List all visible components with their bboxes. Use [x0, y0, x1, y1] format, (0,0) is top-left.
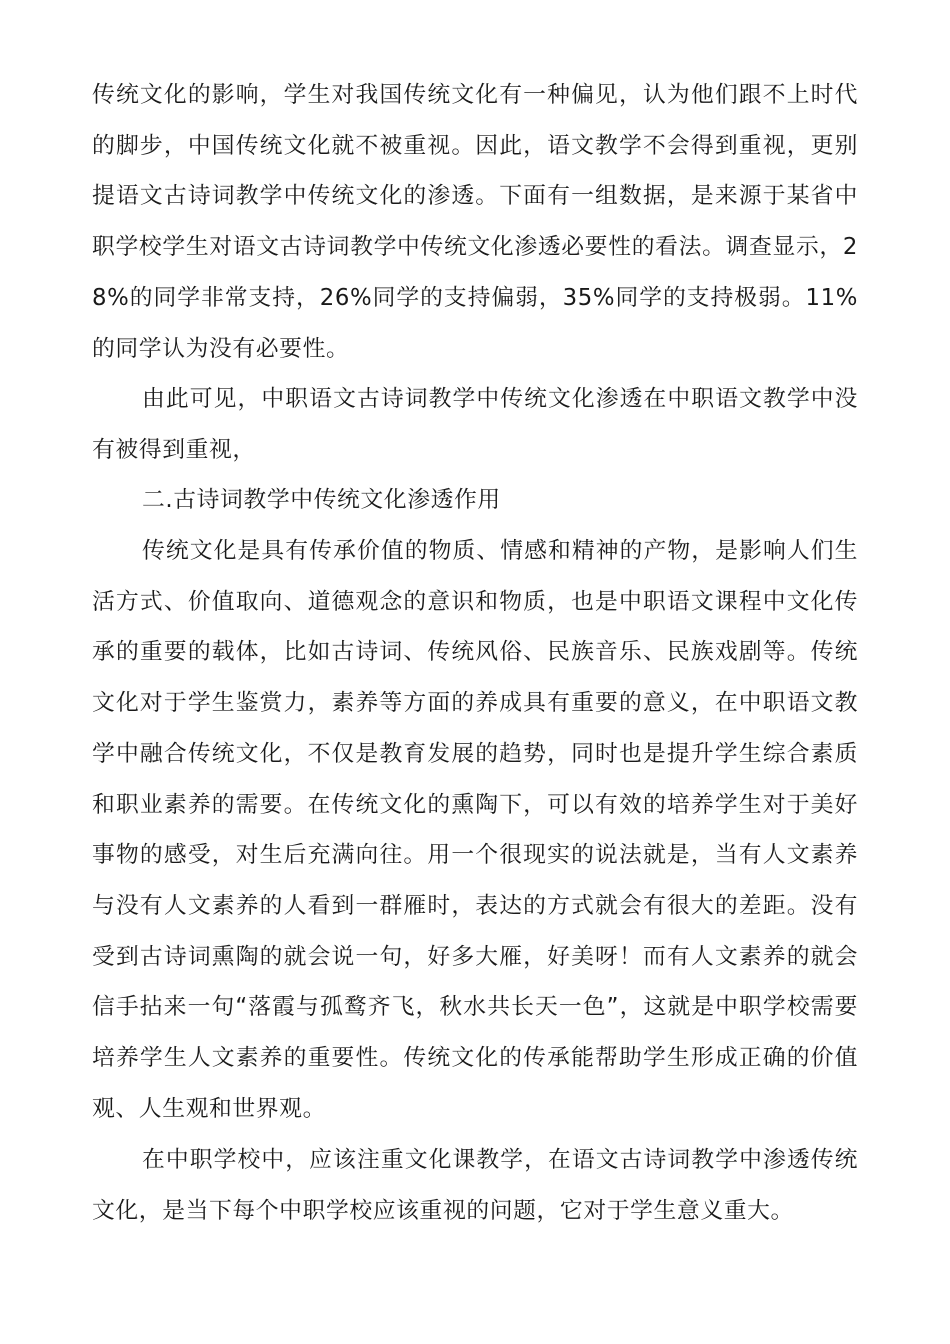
paragraph-conclusion: 由此可见，中职语文古诗词教学中传统文化渗透在中职语文教学中没有被得到重视，	[92, 386, 858, 463]
paragraph-survey-data: 传统文化的影响，学生对我国传统文化有一种偏见，认为他们跟不上时代的脚步，中国传统文化就不被重视。因此，语文教学不会得到重视，更别提语文古诗词教学中传统文化的渗透。下面有一组数据，是来源于某省中职学校学生对语文古诗词教学中传统文化渗透必要性的看法。调查显示，28%的同学非常支持，26%同学的支持偏弱，35%同学的支持极弱。11%的同学认为没有必要性。	[92, 82, 858, 362]
section-heading: 二.古诗词教学中传统文化渗透作用	[142, 487, 501, 513]
paragraph-traditional-culture-role: 传统文化是具有传承价值的物质、情感和精神的产物，是影响人们生活方式、价值取向、道德观念的意识和物质，也是中职语文课程中文化传承的重要的载体，比如古诗词、传统风俗、民族音乐、民族戏剧等。传统文化对于学生鉴赏力，素养等方面的养成具有重要的意义，在中职语文教学中融合传统文化，不仅是教育发展的趋势，同时也是提升学生综合素质和职业素养的需要。在传统文化的熏陶下，可以有效的培养学生对于美好事物的感受，对生后充满向往。用一个很现实的说法就是，当有人文素养与没有人文素养的人看到一群雁时，表达的方式就会有很大的差距。没有受到古诗词熏陶的就会说一句，好多大雁，好美呀！而有人文素养的就会信手拈来一句“落霞与孤鹜齐飞，秋水共长天一色”，这就是中职学校需要培养学生人文素养的重要性。传统文化的传承能帮助学生形成正确的价值观、人生观和世界观。	[92, 538, 858, 1122]
paragraph-closing: 在中职学校中，应该注重文化课教学，在语文古诗词教学中渗透传统文化，是当下每个中职学校应该重视的问题，它对于学生意义重大。	[92, 1147, 858, 1224]
